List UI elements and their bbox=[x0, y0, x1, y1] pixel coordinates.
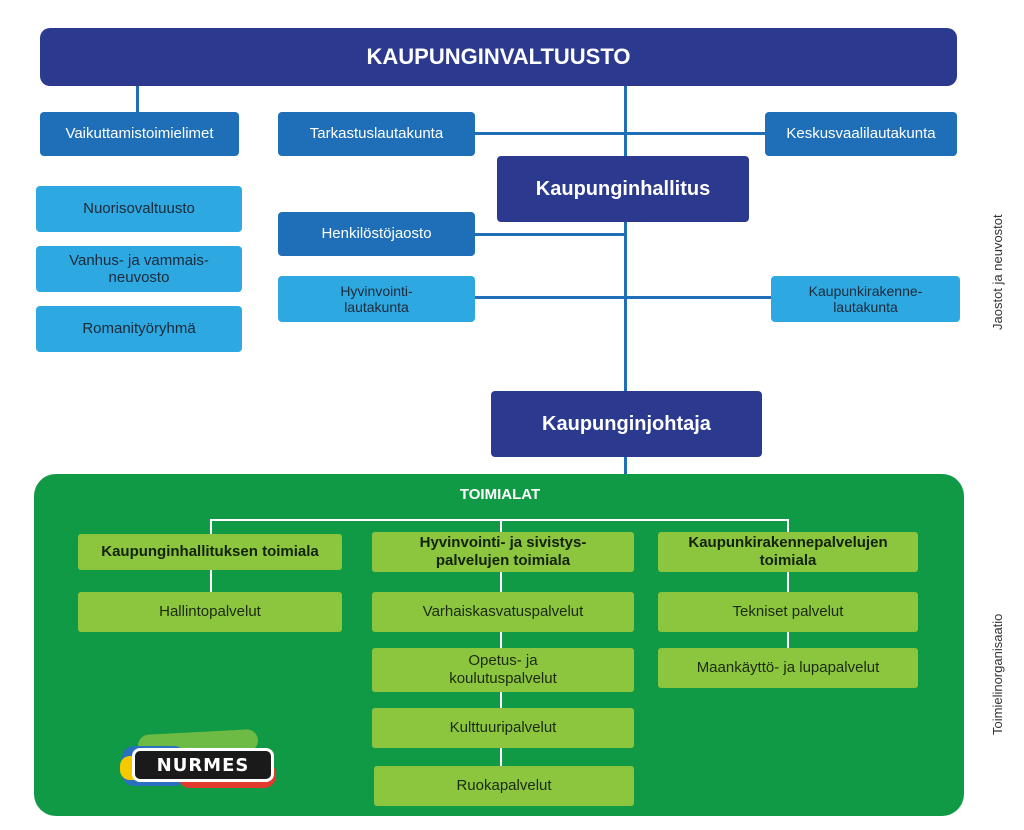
service-technical bbox=[658, 592, 918, 632]
hr-section-box bbox=[278, 212, 475, 256]
influence-item-label: Nuorisovaltuusto bbox=[83, 200, 195, 218]
influence-item-label: Vanhus- ja vammais- neuvosto bbox=[69, 251, 209, 286]
logo-text: NURMES bbox=[156, 754, 250, 776]
city-board-label: Kaupunginhallitus bbox=[535, 177, 711, 200]
divisions-title: TOIMIALAT bbox=[459, 486, 541, 503]
influence-item-label: Romanityöryhmä bbox=[82, 320, 196, 338]
connector bbox=[474, 296, 772, 299]
service-label: Hallintopalvelut bbox=[159, 603, 261, 620]
service-early-education bbox=[372, 592, 634, 632]
logo-text-plate bbox=[132, 748, 274, 782]
service-catering bbox=[374, 766, 634, 806]
service-label: Ruokapalvelut bbox=[456, 777, 552, 794]
city-council-label: KAUPUNGINVALTUUSTO bbox=[366, 44, 631, 70]
division-label: Hyvinvointi- ja sivistys- palvelujen toimiala bbox=[419, 534, 587, 569]
city-manager-box bbox=[491, 391, 762, 457]
influence-item-elderly-council bbox=[36, 246, 242, 292]
division-label: Kaupunkirakennepalvelujen toimiala bbox=[688, 534, 888, 569]
election-board-label: Keskusvaalilautakunta bbox=[786, 125, 936, 143]
service-teaching-training bbox=[372, 648, 634, 692]
influence-bodies-label: Vaikuttamistoimielimet bbox=[65, 125, 214, 143]
audit-committee-label: Tarkastuslautakunta bbox=[309, 125, 444, 143]
connector bbox=[474, 132, 766, 135]
division-urban-services-head bbox=[658, 532, 918, 572]
service-label: Opetus- ja koulutuspalvelut bbox=[449, 652, 557, 687]
nurmes-logo bbox=[118, 732, 282, 790]
hr-section-label: Henkilöstöjaosto bbox=[321, 225, 432, 243]
city-manager-label: Kaupunginjohtaja bbox=[542, 412, 711, 435]
division-connector bbox=[210, 519, 212, 535]
division-welfare-education-head bbox=[372, 532, 634, 572]
city-board-box bbox=[497, 156, 749, 222]
service-culture bbox=[372, 708, 634, 748]
urban-structure-committee-box bbox=[771, 276, 960, 322]
division-connector bbox=[210, 570, 212, 592]
service-label: Varhaiskasvatuspalvelut bbox=[422, 603, 584, 620]
welfare-committee-label: Hyvinvointi- lautakunta bbox=[340, 282, 413, 315]
influence-item-youth-council bbox=[36, 186, 242, 232]
service-land-use-permits bbox=[658, 648, 918, 688]
urban-structure-committee-label: Kaupunkirakenne- lautakunta bbox=[808, 282, 923, 315]
connector bbox=[474, 233, 626, 236]
service-label: Maankäyttö- ja lupapalvelut bbox=[696, 659, 880, 676]
division-city-board-head bbox=[78, 534, 342, 570]
election-board-box bbox=[765, 112, 957, 156]
welfare-committee-box bbox=[278, 276, 475, 322]
division-label: Kaupunginhallituksen toimiala bbox=[101, 543, 319, 560]
city-council-box bbox=[40, 28, 957, 86]
service-label: Kulttuuripalvelut bbox=[449, 719, 557, 736]
side-label-organization: Toimielinorganisaatio bbox=[990, 613, 1005, 735]
influence-item-roma-group bbox=[36, 306, 242, 352]
side-label-sections-councils: Jaostot ja neuvostot bbox=[990, 214, 1005, 330]
influence-bodies-box bbox=[40, 112, 239, 156]
service-admin bbox=[78, 592, 342, 632]
service-label: Tekniset palvelut bbox=[732, 603, 844, 620]
division-connector bbox=[210, 519, 788, 521]
audit-committee-box bbox=[278, 112, 475, 156]
